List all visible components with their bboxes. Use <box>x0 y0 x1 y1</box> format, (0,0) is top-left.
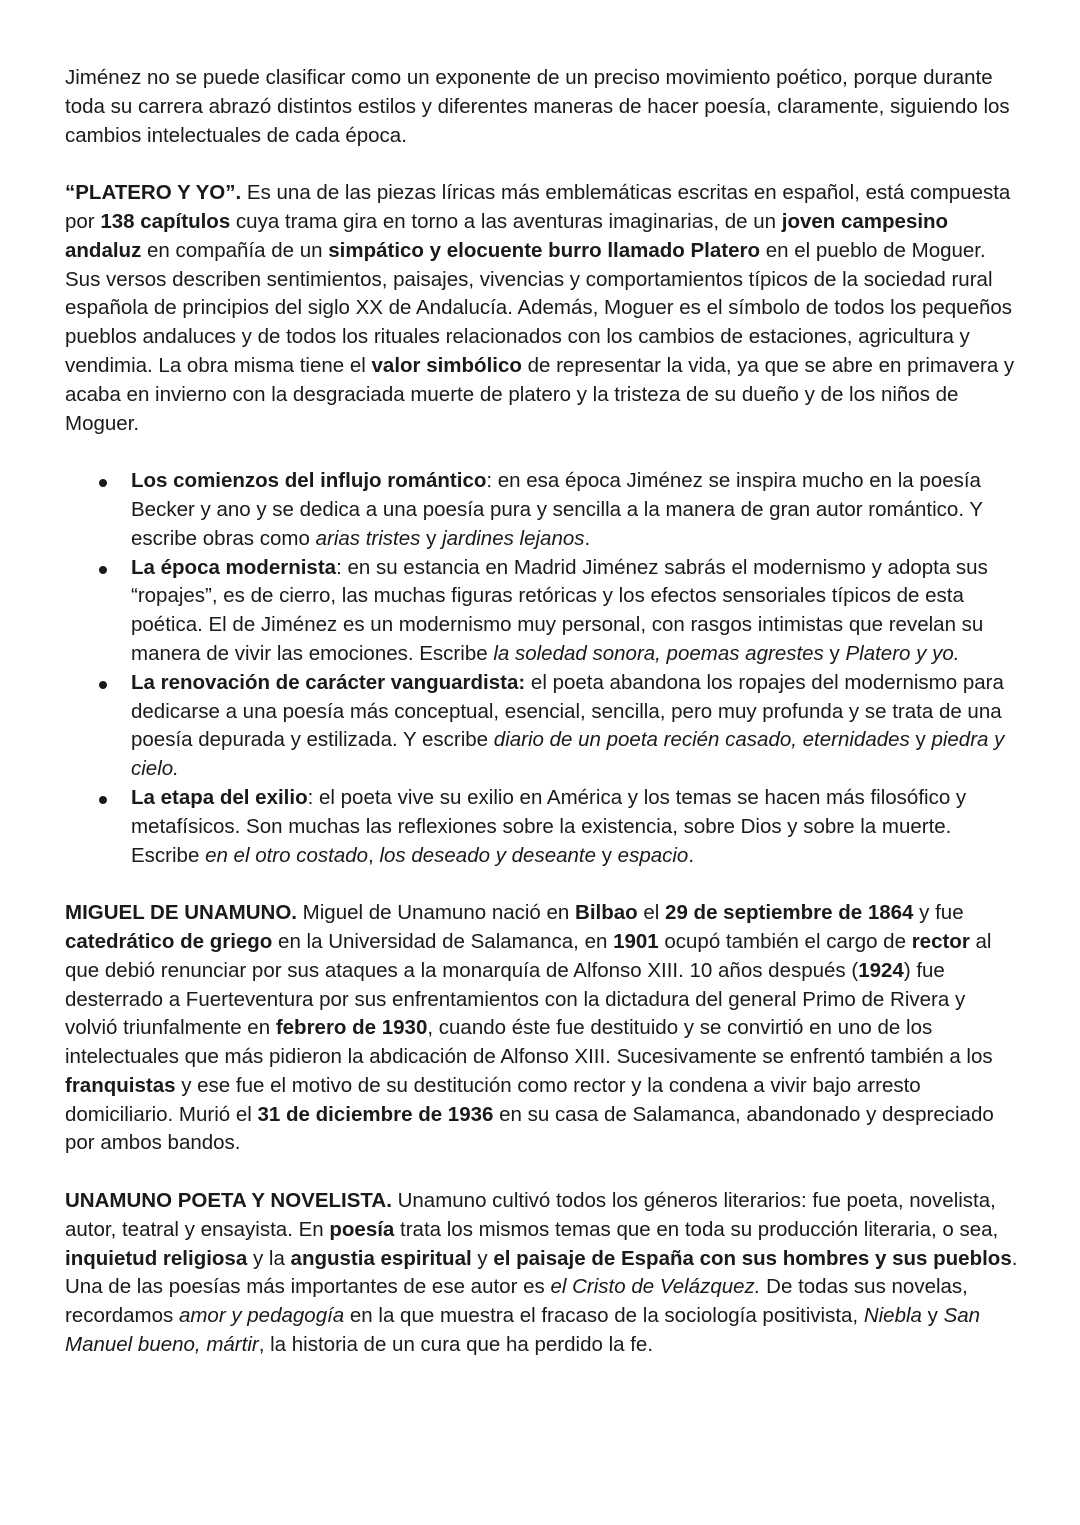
list-item: La época modernista: en su estancia en Madrid Jiménez sabrás el modernismo y adopta sus “ropajes”, es de cierro, las muchas figuras retóricas y los efectos sensoriales típicos de esta poética. El de Jiménez es un modernismo muy personal, con rasgos intimistas que revelan su manera de vivir las emociones. Escribe la soledad sonora, poemas agrestes y Platero y yo. <box>65 554 1020 669</box>
platero-paragraph: “PLATERO Y YO”. Es una de las piezas líricas más emblemáticas escritas en español, está compuesta por 138 capítulos cuya trama gira en torno a las aventuras imaginarias, de un joven campesino andaluz en compañía de un simpático y elocuente burro llamado Platero en el pueblo de Moguer. Sus versos describen sentimientos, paisajes, vivencias y comportamientos típicos de la sociedad rural española de principios del siglo XX de Andalucía. Además, Moguer es el símbolo de todos los pequeños pueblos andaluces y de todos los rituales relacionados con los cambios de estaciones, agricultura y vendimia. La obra misma tiene el valor simbólico de representar la vida, ya que se abre en primavera y acaba en invierno con la desgraciada muerte de platero y la tristeza de su dueño y de los niños de Moguer. <box>65 181 1015 435</box>
document-page <box>65 64 1020 1360</box>
spacer <box>65 438 1020 467</box>
bullet-icon <box>99 566 107 574</box>
bullet-icon <box>99 479 107 487</box>
poeta-paragraph: UNAMUNO POETA Y NOVELISTA. Unamuno cultivó todos los géneros literarios: fue poeta, novelista, autor, teatral y ensayista. En poesía trata los mismos temas que en toda su producción literaria, o sea, inquietud religiosa y la angustia espiritual y el paisaje de España con sus hombres y sus pueblos. Una de las poesías más importantes de ese autor es el Cristo de Velázquez. De todas sus novelas, recordamos amor y pedagogía en la que muestra el fracaso de la sociología positivista, Niebla y San Manuel bueno, mártir, la historia de un cura que ha perdido la fe. <box>65 1189 1018 1357</box>
spacer <box>65 150 1020 179</box>
unamuno-heading: MIGUEL DE UNAMUNO. <box>65 901 297 925</box>
bullet-icon <box>99 796 107 804</box>
spacer <box>65 870 1020 899</box>
bullet-icon <box>99 681 107 689</box>
list-item: La renovación de carácter vanguardista: el poeta abandona los ropajes del modernismo para dedicarse a una poesía más conceptual, esencial, sencilla, pero muy profunda y se trata de una poesía depurada y estilizada. Y escribe diario de un poeta recién casado, eternidades y piedra y cielo. <box>65 669 1020 784</box>
stages-list <box>65 467 1020 870</box>
list-item: Los comienzos del influjo romántico: en esa época Jiménez se inspira mucho en la poesía Becker y ano y se dedica a una poesía pura y sencilla a la manera de gran autor romántico. Y escribe obras como arias tristes y jardines lejanos. <box>65 467 1020 553</box>
spacer <box>65 1158 1020 1187</box>
platero-heading: “PLATERO Y YO”. <box>65 181 242 205</box>
intro-text: Jiménez no se puede clasificar como un exponente de un preciso movimiento poético, porque durante toda su carrera abrazó distintos estilos y diferentes maneras de hacer poesía, claramente, siguiendo los cambios intelectuales de cada época. <box>65 66 1010 147</box>
list-item: La etapa del exilio: el poeta vive su exilio en América y los temas se hacen más filosófico y metafísicos. Son muchas las reflexiones sobre la existencia, sobre Dios y sobre la muerte. Escribe en el otro costado, los deseado y deseante y espacio. <box>65 784 1020 870</box>
unamuno-paragraph: MIGUEL DE UNAMUNO. Miguel de Unamuno nació en Bilbao el 29 de septiembre de 1864 y fue catedrático de griego en la Universidad de Salamanca, en 1901 ocupó también el cargo de rector al que debió renunciar por sus ataques a la monarquía de Alfonso XIII. 10 años después (1924) fue desterrado a Fuerteventura por sus enfrentamientos con la dictadura del general Primo de Rivera y volvió triunfalmente en febrero de 1930, cuando éste fue destituido y se convirtió en uno de los intelectuales que más pidieron la abdicación de Alfonso XIII. Sucesivamente se enfrentó también a los franquistas y ese fue el motivo de su destitución como rector y la condena a vivir bajo arresto domiciliario. Murió el 31 de diciembre de 1936 en su casa de Salamanca, abandonado y despreciado por ambos bandos. <box>65 901 994 1155</box>
poeta-heading: UNAMUNO POETA Y NOVELISTA. <box>65 1189 392 1213</box>
intro-paragraph <box>65 64 1020 150</box>
